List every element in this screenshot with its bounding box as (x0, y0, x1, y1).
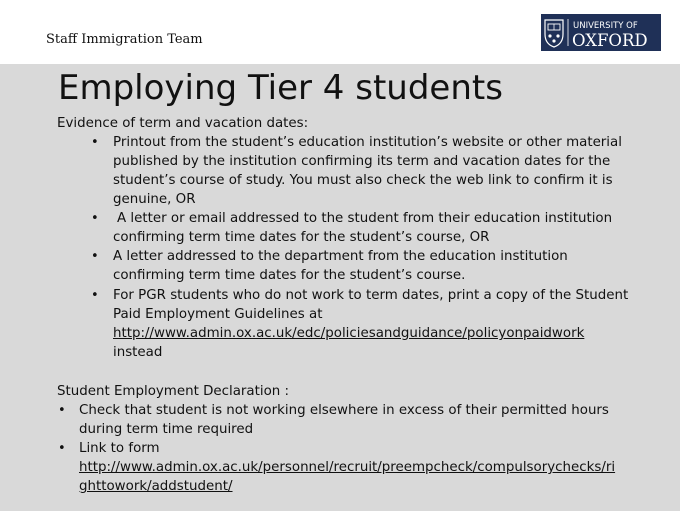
declaration-item-2-line-1: Link to form (79, 441, 160, 456)
declaration-item-1-line-2: during term time required (79, 422, 254, 437)
evidence-item-4-line-2: Paid Employment Guidelines at (113, 307, 323, 322)
declaration-heading: Student Employment Declaration : (57, 384, 290, 399)
evidence-item-2-line-2: confirming term time dates for the student’s course, OR (113, 230, 490, 245)
evidence-item-1-line-1: Printout from the student’s education institution’s website or other material (113, 135, 622, 150)
evidence-item-1-line-4: genuine, OR (113, 192, 196, 207)
team-label: Staff Immigration Team (46, 32, 203, 47)
logo-text-oxford: OXFORD (572, 31, 648, 50)
logo-text-university-of: UNIVERSITY OF (573, 21, 638, 31)
declaration-item-1-line-1: Check that student is not working elsewhere in excess of their permitted hours (79, 403, 609, 418)
bullet-icon: • (58, 403, 66, 418)
bullet-icon: • (91, 288, 99, 303)
bullet-icon: • (58, 441, 66, 456)
evidence-item-2-line-1: A letter or email addressed to the student from their education institution (117, 211, 613, 226)
bullet-icon: • (91, 211, 99, 226)
evidence-item-4-line-1: For PGR students who do not work to term dates, print a copy of the Student (113, 288, 629, 303)
student-form-link-line-2[interactable]: ghttowork/addstudent/ (79, 479, 233, 494)
slide-header (0, 0, 680, 64)
evidence-item-1-line-3: student’s course of study. You must also check the web link to confirm it is (113, 173, 613, 188)
evidence-item-3-line-1: A letter addressed to the department from the education institution (113, 249, 568, 264)
edc-policy-link[interactable]: http://www.admin.ox.ac.uk/edc/policiesandguidance/policyonpaidwork (113, 326, 585, 341)
oxford-logo (541, 14, 661, 51)
bullet-icon: • (91, 249, 99, 264)
evidence-item-3-line-2: confirming term time dates for the student’s course. (113, 268, 466, 283)
bullet-icon: • (91, 135, 99, 150)
evidence-item-4-after-link: instead (113, 345, 163, 360)
student-form-link-line-1[interactable]: http://www.admin.ox.ac.uk/personnel/recruit/preempcheck/compulsorychecks/ri (79, 460, 616, 475)
evidence-item-1-line-2: published by the institution confirming its term and vacation dates for the (113, 154, 611, 169)
evidence-heading: Evidence of term and vacation dates: (57, 116, 309, 131)
slide-title: Employing Tier 4 students (58, 68, 503, 108)
